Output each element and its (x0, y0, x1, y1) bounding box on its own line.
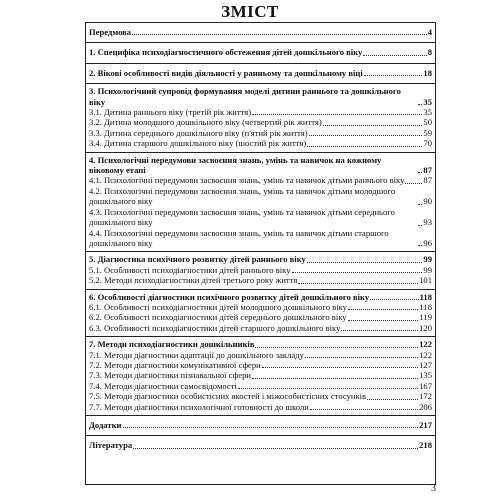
entry-page-number: 87 (423, 175, 432, 186)
entry-title: 5.2. Методи психодіагностики дітей третього року життя (89, 275, 298, 286)
entry-page-number: 18 (423, 67, 432, 78)
entry-page-number: 101 (419, 275, 432, 286)
toc-item (89, 302, 432, 312)
entry-page-number: 35 (423, 107, 432, 118)
entry-title: 3. Психологічний супровід формування моделі дитини раннього та дошкільного віку (89, 86, 401, 107)
toc-item (89, 360, 432, 370)
entry-title: 7.3. Методи діагностики пізнавальної сфери (89, 370, 251, 381)
toc-heading (89, 68, 432, 78)
leader-dots (133, 448, 418, 449)
entry-page-number: 96 (423, 237, 432, 248)
entry-page-number: 135 (419, 370, 432, 381)
leader-dots (348, 309, 418, 310)
toc-section (86, 23, 435, 43)
leader-dots (298, 283, 418, 284)
toc-item (89, 228, 432, 249)
entry-title: 7.5. Методи діагностики особистісних якостей і міжособистісних стосунків (89, 391, 367, 402)
toc-item (89, 391, 432, 401)
entry-page-number: 99 (423, 254, 432, 265)
leader-dots (418, 225, 422, 226)
leader-dots (292, 272, 423, 273)
entry-title: 4.3. Психологічні передумови засвоєння знань, умінь та навичок дітьми середнього дошкільного віку (89, 206, 395, 228)
leader-dots (309, 135, 423, 136)
entry-page-number: 127 (419, 359, 432, 370)
toc-section (86, 436, 435, 455)
entry-page-number: 50 (423, 117, 432, 128)
entry-page-number: 172 (419, 391, 432, 402)
entry-page-number: 122 (419, 349, 432, 360)
toc-item (89, 207, 432, 228)
entry-title: 6.1. Особливості психодіагностики дітей молодшого дошкільного віку (89, 301, 347, 312)
page-number: 3 (431, 483, 436, 494)
entry-page-number: 122 (419, 339, 432, 350)
leader-dots (252, 114, 422, 115)
leader-dots (307, 146, 422, 147)
leader-dots (418, 204, 422, 205)
toc-item (89, 350, 432, 360)
leader-dots (367, 399, 418, 400)
entry-page-number: 8 (427, 47, 432, 58)
toc-heading (89, 292, 432, 302)
toc-heading (89, 86, 432, 107)
toc-section (86, 64, 435, 84)
entry-page-number: 120 (419, 322, 432, 333)
entry-title: 3.4. Дитина старшого дошкільного віку (шостий рік життя) (89, 138, 307, 149)
leader-dots (363, 55, 426, 56)
leader-dots (348, 320, 419, 321)
entry-title: 7.2. Методи діагностики комунікативної сфери (89, 359, 261, 370)
leader-dots (255, 347, 418, 348)
leader-dots (238, 388, 418, 389)
toc-item (89, 312, 432, 322)
toc-heading (89, 339, 432, 349)
toc-item (89, 175, 432, 185)
toc-item (89, 128, 432, 138)
toc-heading (89, 27, 432, 37)
toc-item (89, 107, 432, 117)
entry-page-number: 35 (423, 96, 432, 107)
entry-title: 7.7. Методи діагностики психологічної готовності до школи (89, 401, 309, 412)
entry-title: 6.3. Особливості психодіагностики дітей старшого дошкільного віку (89, 322, 341, 333)
entry-title: 3.3. Дитина середнього дошкільного віку (п'ятий рік життя) (89, 127, 308, 138)
entry-title: Додатки (89, 420, 122, 430)
entry-title: 7.4. Методи діагностики самосвідомості (89, 380, 237, 391)
leader-dots (364, 75, 423, 76)
toc-heading (89, 440, 432, 450)
leader-dots (123, 427, 419, 428)
entry-page-number: 70 (423, 138, 432, 149)
toc-item (89, 323, 432, 333)
entry-title: 4.2. Психологічні передумови засвоєння знань, умінь та навичок дітьми молодшого дошкільного віку (89, 185, 396, 207)
toc-heading (89, 254, 432, 264)
leader-dots (341, 330, 418, 331)
entry-title: 7.1. Методи діагностики адаптації до дошкільного закладу (89, 349, 304, 360)
toc-heading (89, 420, 432, 430)
toc-item (89, 265, 432, 275)
toc-section (86, 252, 435, 289)
entry-title: Література (89, 440, 133, 451)
leader-dots (418, 172, 422, 173)
entry-title: 6. Особливості діагностики психічного розвитку дітей дошкільного віку (89, 291, 370, 302)
entry-page-number: 90 (423, 196, 432, 207)
leader-dots (305, 357, 418, 358)
entry-page-number: 87 (423, 165, 432, 176)
leader-dots (405, 183, 422, 184)
entry-page-number: 118 (419, 291, 432, 302)
entry-page-number: 218 (419, 440, 432, 451)
toc-item (89, 138, 432, 148)
entry-title: 1. Специфіка психодіагностичного обстеження дітей дошкільного віку (89, 47, 363, 58)
entry-page-number: 217 (419, 420, 432, 430)
entry-title: 4.4. Психологічні передумови засвоєння знань, умінь та навичок дітьми старшого дошкільного віку (89, 227, 389, 248)
leader-dots (262, 367, 418, 368)
leader-dots (418, 245, 422, 246)
entry-title: 5. Діагностика психічного розвитку дітей раннього віку (89, 254, 306, 265)
toc-section (86, 416, 435, 436)
leader-dots (132, 34, 427, 35)
entry-page-number: 167 (419, 380, 432, 391)
entry-title: 4.1. Психологічні передумови засвоєння знань, умінь та навичок дітьми раннього віку (89, 175, 405, 186)
toc-section (86, 290, 435, 338)
toc-section (86, 43, 435, 63)
entry-page-number: 4 (427, 27, 432, 37)
entry-page-number: 99 (423, 264, 432, 275)
toc-section (86, 153, 435, 253)
table-of-contents (85, 22, 436, 485)
entry-title: 2. Вікові особливості видів діяльності у ранньому та дошкільному віці (89, 67, 363, 78)
leader-dots (307, 262, 423, 263)
toc-item (89, 381, 432, 391)
toc-item (89, 370, 432, 380)
toc-item (89, 402, 432, 412)
entry-title: 3.1. Дитина раннього віку (третій рік життя) (89, 107, 252, 118)
entry-title: 7. Методи психодіагностики дошкільників (89, 339, 255, 350)
leader-dots (252, 378, 418, 379)
toc-item (89, 117, 432, 127)
page-title: ЗМІСТ (221, 2, 279, 21)
leader-dots (418, 104, 422, 105)
leader-dots (310, 409, 418, 410)
leader-dots (370, 299, 418, 300)
entry-title: Передмова (89, 27, 132, 37)
toc-section (86, 84, 435, 152)
entry-title: 6.2. Особливості психодіагностики дітей середнього дошкільного віку (89, 312, 347, 323)
toc-item (89, 275, 432, 285)
leader-dots (323, 125, 423, 126)
entry-title: 4. Психологічні передумови засвоєння знань, умінь та навичок на кожному віковому етапі (89, 154, 382, 176)
toc-heading (89, 47, 432, 57)
entry-page-number: 119 (419, 312, 432, 323)
entry-page-number: 118 (419, 301, 432, 312)
entry-title: 3.2. Дитина молодшого дошкільного віку (четвертий рік життя) (89, 117, 322, 128)
entry-page-number: 93 (423, 217, 432, 228)
entry-page-number: 206 (419, 401, 432, 412)
toc-heading (89, 155, 432, 176)
toc-section (86, 337, 435, 416)
entry-title: 5.1. Особливості психодіагностики дітей раннього віку (89, 264, 291, 275)
entry-page-number: 59 (423, 127, 432, 138)
toc-item (89, 186, 432, 207)
